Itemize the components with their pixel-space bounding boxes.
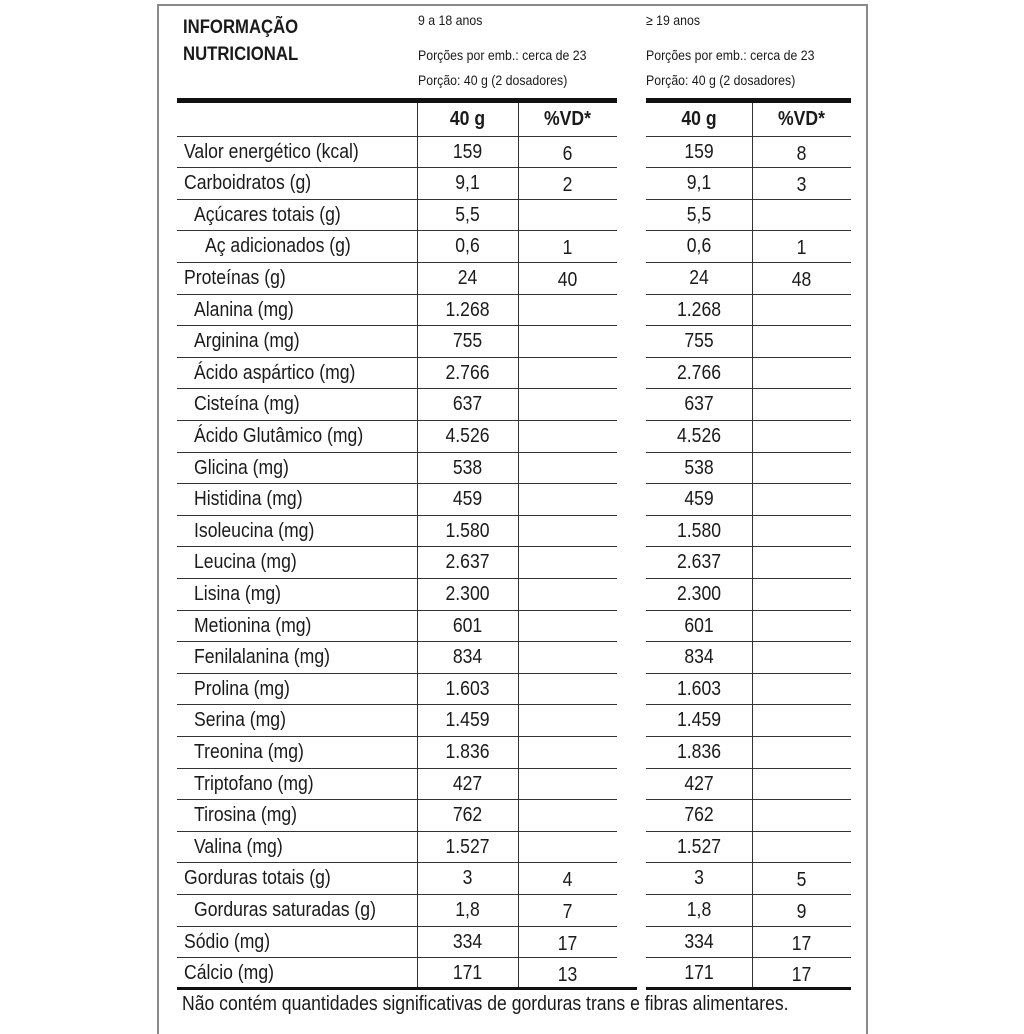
amount-teen: 334: [452, 931, 483, 953]
age-range: ≥ 19 anos: [646, 12, 701, 28]
vd-adult: 17: [791, 964, 812, 986]
nutrient-label: Lisina (mg): [194, 583, 282, 605]
group-header-adult: [646, 8, 814, 93]
amount-adult: 459: [684, 488, 714, 510]
amount-teen: 1.527: [445, 836, 490, 858]
vd-adult: 48: [791, 269, 812, 291]
vd-teen: [524, 771, 611, 802]
amount-adult: 1.603: [676, 678, 722, 700]
amount-teen: 1.268: [445, 299, 490, 321]
amount-teen: 2.637: [445, 551, 490, 573]
vd-teen: [524, 518, 611, 549]
vd-teen: 4: [562, 869, 573, 891]
amount-teen: 1.459: [445, 709, 490, 731]
nutrient-label: Metionina (mg): [194, 615, 312, 637]
vd-adult: [758, 391, 845, 422]
vd-adult: [758, 802, 845, 833]
nutrient-label: Triptofano (mg): [194, 773, 314, 795]
col-header-amount: 40 g: [681, 108, 717, 130]
vd-adult: [758, 707, 845, 738]
portion-size: Porção: 40 g (2 dosadores): [646, 72, 796, 88]
nutrient-label: Cálcio (mg): [184, 962, 274, 984]
servings-per-package: Porções por emb.: cerca de 23: [418, 47, 587, 63]
amount-teen: 5,5: [455, 204, 480, 226]
amount-teen: 637: [452, 393, 483, 415]
amount-adult: 3: [694, 867, 704, 889]
vd-teen: 7: [562, 901, 573, 923]
bottom-rule-left: [177, 987, 637, 990]
age-range: 9 a 18 anos: [418, 12, 483, 28]
nutrient-label: Ácido aspártico (mg): [194, 362, 356, 384]
vd-teen: 17: [557, 933, 578, 955]
amount-adult: 24: [689, 267, 709, 289]
vd-teen: 40: [557, 269, 578, 291]
amount-adult: 762: [684, 804, 714, 826]
amount-teen: 171: [452, 962, 483, 984]
vd-teen: [524, 391, 611, 422]
amount-adult: 2.300: [676, 583, 722, 605]
vd-adult: [758, 297, 845, 328]
vd-teen: [524, 613, 611, 644]
nutrient-label: Fenilalanina (mg): [194, 646, 330, 668]
vd-teen: [524, 581, 611, 612]
amount-adult: 5,5: [686, 204, 712, 226]
amount-adult: 0,6: [686, 235, 712, 257]
amount-teen: 0,6: [455, 235, 480, 257]
bottom-rule-right: [646, 987, 851, 990]
nutrient-label: Gorduras saturadas (g): [194, 899, 376, 921]
vd-teen: [524, 676, 611, 707]
nutrient-label: Proteínas (g): [184, 267, 286, 289]
amount-adult: 601: [684, 615, 714, 637]
amount-adult: 334: [684, 931, 714, 953]
amount-adult: 637: [684, 393, 714, 415]
nutrient-label: Ácido Glutâmico (mg): [194, 425, 364, 447]
amount-adult: 9,1: [686, 172, 712, 194]
header-rule-left: [177, 98, 617, 103]
vd-adult: 8: [796, 143, 807, 165]
amount-teen: 459: [452, 488, 483, 510]
nutrient-label: Glicina (mg): [194, 457, 289, 479]
label-title: [183, 14, 298, 68]
vd-adult: [758, 202, 845, 233]
vd-teen: [524, 834, 611, 865]
vd-adult: [758, 676, 845, 707]
vd-adult: [758, 644, 845, 675]
nutrient-label: Sódio (mg): [184, 931, 271, 953]
col-header-amount: 40 g: [449, 108, 486, 130]
amount-teen: 834: [452, 646, 483, 668]
group-header-teen: [418, 8, 586, 93]
amount-teen: 4.526: [445, 425, 490, 447]
amount-adult: 1.527: [676, 836, 722, 858]
amount-adult: 1.459: [676, 709, 722, 731]
title-line-2: NUTRICIONAL: [183, 44, 299, 65]
amount-teen: 427: [452, 773, 483, 795]
vd-adult: [758, 455, 845, 486]
amount-adult: 1.580: [676, 520, 722, 542]
vd-adult: [758, 360, 845, 391]
vd-teen: 1: [562, 237, 573, 259]
vd-adult: [758, 771, 845, 802]
amount-teen: 1.603: [445, 678, 490, 700]
vd-adult: 3: [796, 174, 807, 196]
nutrient-label: Aç adicionados (g): [205, 235, 351, 257]
title-line-1: INFORMAÇÃO: [183, 17, 299, 38]
footer-note: Não contém quantidades significativas de gorduras trans e fibras alimentares.: [182, 993, 789, 1015]
amount-adult: 1.268: [676, 299, 722, 321]
nutrient-label: Açúcares totais (g): [194, 204, 341, 226]
amount-teen: 538: [452, 457, 483, 479]
nutrient-label: Isoleucina (mg): [194, 520, 315, 542]
vd-adult: [758, 549, 845, 580]
vd-teen: [524, 486, 611, 517]
vd-teen: [524, 423, 611, 454]
amount-adult: 1.836: [676, 741, 722, 763]
nutrient-label: Prolina (mg): [194, 678, 290, 700]
amount-teen: 2.766: [445, 362, 490, 384]
vd-adult: [758, 328, 845, 359]
vd-adult: 5: [796, 869, 807, 891]
vd-adult: 9: [796, 901, 807, 923]
vd-adult: 17: [791, 933, 812, 955]
vd-adult: [758, 423, 845, 454]
amount-teen: 2.300: [445, 583, 490, 605]
nutrient-label: Carboidratos (g): [184, 172, 312, 194]
amount-adult: 159: [684, 141, 714, 163]
amount-teen: 1.580: [445, 520, 490, 542]
amount-teen: 762: [452, 804, 483, 826]
vd-teen: [524, 707, 611, 738]
amount-adult: 2.766: [676, 362, 722, 384]
nutrient-label: Valina (mg): [194, 836, 283, 858]
vd-teen: 6: [562, 143, 573, 165]
nutrient-label: Gorduras totais (g): [184, 867, 331, 889]
amount-adult: 834: [684, 646, 714, 668]
nutrient-label: Tirosina (mg): [194, 804, 298, 826]
vd-teen: 2: [562, 174, 573, 196]
vd-teen: [524, 360, 611, 391]
amount-adult: 427: [684, 773, 714, 795]
nutrient-label: Serina (mg): [194, 709, 286, 731]
column-divider: [518, 103, 519, 987]
nutrient-label: Treonina (mg): [194, 741, 304, 763]
nutrient-label: Valor energético (kcal): [184, 141, 359, 163]
nutrient-label: Leucina (mg): [194, 551, 297, 573]
amount-adult: 538: [684, 457, 714, 479]
vd-adult: [758, 739, 845, 770]
amount-teen: 9,1: [455, 172, 480, 194]
amount-adult: 4.526: [676, 425, 722, 447]
vd-adult: [758, 486, 845, 517]
column-divider: [752, 103, 753, 987]
vd-teen: [524, 644, 611, 675]
amount-teen: 24: [457, 267, 478, 289]
vd-teen: [524, 739, 611, 770]
col-header-vd: %VD*: [778, 108, 825, 130]
nutrient-label: Alanina (mg): [194, 299, 294, 321]
vd-adult: 1: [796, 237, 807, 259]
column-divider: [417, 103, 418, 987]
amount-teen: 601: [452, 615, 483, 637]
vd-teen: [524, 328, 611, 359]
nutrient-label: Histidina (mg): [194, 488, 303, 510]
amount-adult: 2.637: [676, 551, 722, 573]
vd-teen: [524, 802, 611, 833]
vd-adult: [758, 518, 845, 549]
vd-teen: [524, 297, 611, 328]
amount-teen: 1.836: [445, 741, 490, 763]
vd-adult: [758, 613, 845, 644]
amount-adult: 1,8: [686, 899, 712, 921]
vd-adult: [758, 834, 845, 865]
amount-teen: 159: [452, 141, 483, 163]
vd-adult: [758, 581, 845, 612]
amount-adult: 171: [684, 962, 714, 984]
portion-size: Porção: 40 g (2 dosadores): [418, 72, 568, 88]
vd-teen: [524, 455, 611, 486]
amount-teen: 1,8: [455, 899, 480, 921]
vd-teen: [524, 202, 611, 233]
nutrient-label: Arginina (mg): [194, 330, 300, 352]
col-header-vd: %VD*: [544, 108, 591, 130]
vd-teen: [524, 549, 611, 580]
vd-teen: 13: [557, 964, 578, 986]
header-rule-right: [646, 98, 851, 103]
nutrient-label: Cisteína (mg): [194, 393, 300, 415]
amount-teen: 755: [452, 330, 483, 352]
amount-teen: 3: [462, 867, 473, 889]
amount-adult: 755: [684, 330, 714, 352]
servings-per-package: Porções por emb.: cerca de 23: [646, 47, 815, 63]
